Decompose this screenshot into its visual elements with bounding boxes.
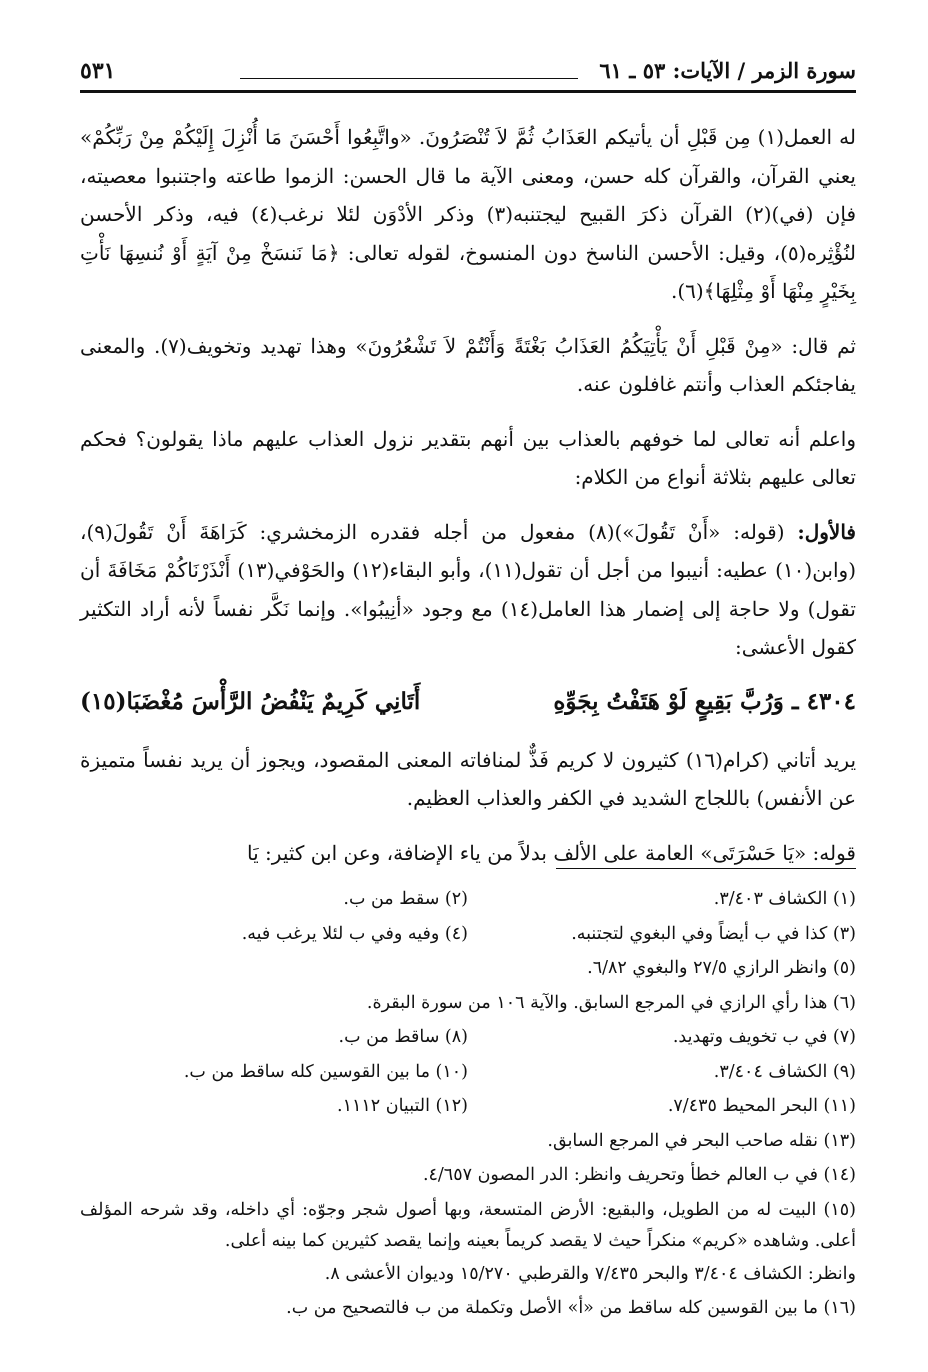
footnote-3: (٣) كذا في ب أيضاً وفي البغوي لتجتنبه. (571, 923, 856, 944)
running-header (80, 52, 856, 92)
footnote-row (80, 1020, 856, 1055)
footnote-8: (٨) ساقط من ب. (338, 1027, 468, 1047)
footnote-5: (٥) وانظر الرازي ٢٧/٥ والبغوي ٦/٨٢. (587, 958, 856, 978)
footnote-15-refs: وانظر: الكشاف ٣/٤٠٤ والبحر ٧/٤٣٥ والقرطبي ١٥/٢٧٠ وديوان الأعشى ٨. (324, 1263, 856, 1284)
paragraph-5: يريد أتاني (كرام(١٦) كثيرون لا كريم فَذٌّ لمنافاته المعنى المقصود، ويجوز أن يريد نفساً متميزة عن الأنفس) باللجاج الشديد في الكفر والعذاب العظيم. (80, 747, 857, 810)
footnote-separator (556, 868, 856, 869)
footnote-11: (١١) البحر المحيط ٧/٤٣٥. (667, 1096, 856, 1116)
paragraph-1: له العمل(١) مِن قَبْلِ أن يأتيكم العَذَابُ ثُمَّ لاَ تُنْصَرُونَ. «واتَّبِعُوا أَحْسَنَ مَا أُنْزِلَ إِلَيْكُمْ مِنْ رَبِّكُمْ» يعني القرآن، والقرآن كله حسن، ومعنى الآية ما قال الحسن: الزموا طاعته واجتنبوا معصيته، فإن (في)(٢) القرآن ذكرَ القبيح ليجتنبه(٣) وذكر الأدْوَن لئلا نرغب(٤) فيه، وذكر الأحسن لنُؤْثِره(٥)، وقيل: الأحسن الناسخ دون المنسوخ، لقوله تعالى: ﴿مَا نَنسَخْ مِنْ آيَةٍ أَوْ نُنسِهَا نَأْتِ بِخَيْرٍ مِنْهَا أَوْ مِثْلِهَا﴾(٦). (80, 125, 856, 303)
footnote-row (80, 917, 856, 952)
paragraph-4-text: (قوله: «أَنْ تَقُولَ»)(٨) مفعول من أجله فقدره الزمخشري: كَرَاهَةَ أَنْ تَقُولَ(٩)، (وابن(١٠) عطيه: أنيبوا من أجل أن تقول(١١)، وأبو البقاء(١٢) والحَوْفي(١٣) أَنْذَرْنَاكُمْ مَخَافَةَ أن تقول) ولا حاجة إلى إضمار هذا العامل(١٤) مع وجود «أنِيبُوا». وإنما نَكَّر نفساً لأنه أراد التكثير كقول الأعشى: (80, 519, 857, 659)
footnote-4: (٤) وفيه وفي ب لئلا يرغب فيه. (241, 923, 468, 944)
footnote-9: (٩) الكشاف ٣/٤٠٤. (713, 1061, 856, 1082)
poetry-verse (80, 683, 856, 721)
header-title: سورة الزمر / الآيات: ٥٣ ـ ٦١ (599, 58, 856, 83)
footnote-6: (٦) هذا رأي الرازي في المرجع السابق. والآية ١٠٦ من سورة البقرة. (366, 992, 856, 1013)
footnote-row (80, 882, 856, 917)
verse-hemistich-2: أَتَانِي كَرِيمٌ يَنْفُضُ الرَّأْسَ مُغْضَبَا(١٥) (80, 687, 421, 715)
footnote-10: (١٠) ما بين القوسين كله ساقط من ب. (183, 1061, 468, 1082)
footnote-row (80, 1089, 856, 1124)
paragraph-2: ثم قال: «مِنْ قَبْلِ أَنْ يَأْتِيَكُمُ العَذَابُ بَغْتَةً وَأَنْتُمْ لاَ تَشْعُرُونَ» وهذا تهديد وتخويف(٧). والمعنى يفاجئكم العذاب وأنتم غافلون عنه. (80, 333, 856, 396)
footnote-16: (١٦) ما بين القوسين كله ساقط من «أ» الأصل وتكملة من ب فالتصحيح من ب. (286, 1298, 856, 1318)
footnotes (80, 882, 856, 1326)
header-rule (240, 78, 578, 79)
paragraph-4-lead: فالأول: (797, 519, 856, 544)
paragraph-4 (80, 513, 856, 667)
footnote-1: (١) الكشاف ٣/٤٠٣. (713, 889, 856, 909)
footnote-12: (١٢) التبيان ١١١٢. (336, 1096, 468, 1116)
verse-hemistich-1: ٤٣٠٤ ـ وَرُبَّ بَقِيعٍ لَوْ هَتَفْتُ بِجَوِّهِ (553, 687, 856, 715)
header-divider (80, 90, 856, 93)
main-text (80, 118, 856, 872)
footnote-row (80, 1055, 856, 1090)
footnote-7: (٧) في ب تخويف وتهديد. (672, 1027, 856, 1047)
footnote-14: (١٤) في ب العالم خطأ وتحريف وانظر: الدر المصون ٤/٦٥٧. (422, 1165, 856, 1185)
footnote-13: (١٣) نقله صاحب البحر في المرجع السابق. (547, 1130, 856, 1151)
footnote-2: (٢) سقط من ب. (343, 889, 468, 909)
footnote-15: (١٥) البيت له من الطويل، والبقيع: الأرض المتسعة، وبها أصول شجر وجوّه: أي داخله، وقد شرحه المؤلف أعلى. وشاهده «كريم» منكراً حيث لا يقصد كريماً بعينه وإنما يقصد كثيرين كما بينه أعلى. (80, 1199, 856, 1251)
paragraph-3: واعلم أنه تعالى لما خوفهم بالعذاب بين أنهم بتقدير نزول العذاب عليهم ماذا يقولون؟ فحكم تعالى عليهم بثلاثة أنواع من الكلام: (80, 426, 856, 489)
paragraph-6: قوله: «يَا حَسْرَتَى» العامة على الألف بدلاً من ياء الإضافة، وعن ابن كثير: يَا (247, 840, 856, 865)
page-number: ٥٣١ (80, 58, 116, 84)
